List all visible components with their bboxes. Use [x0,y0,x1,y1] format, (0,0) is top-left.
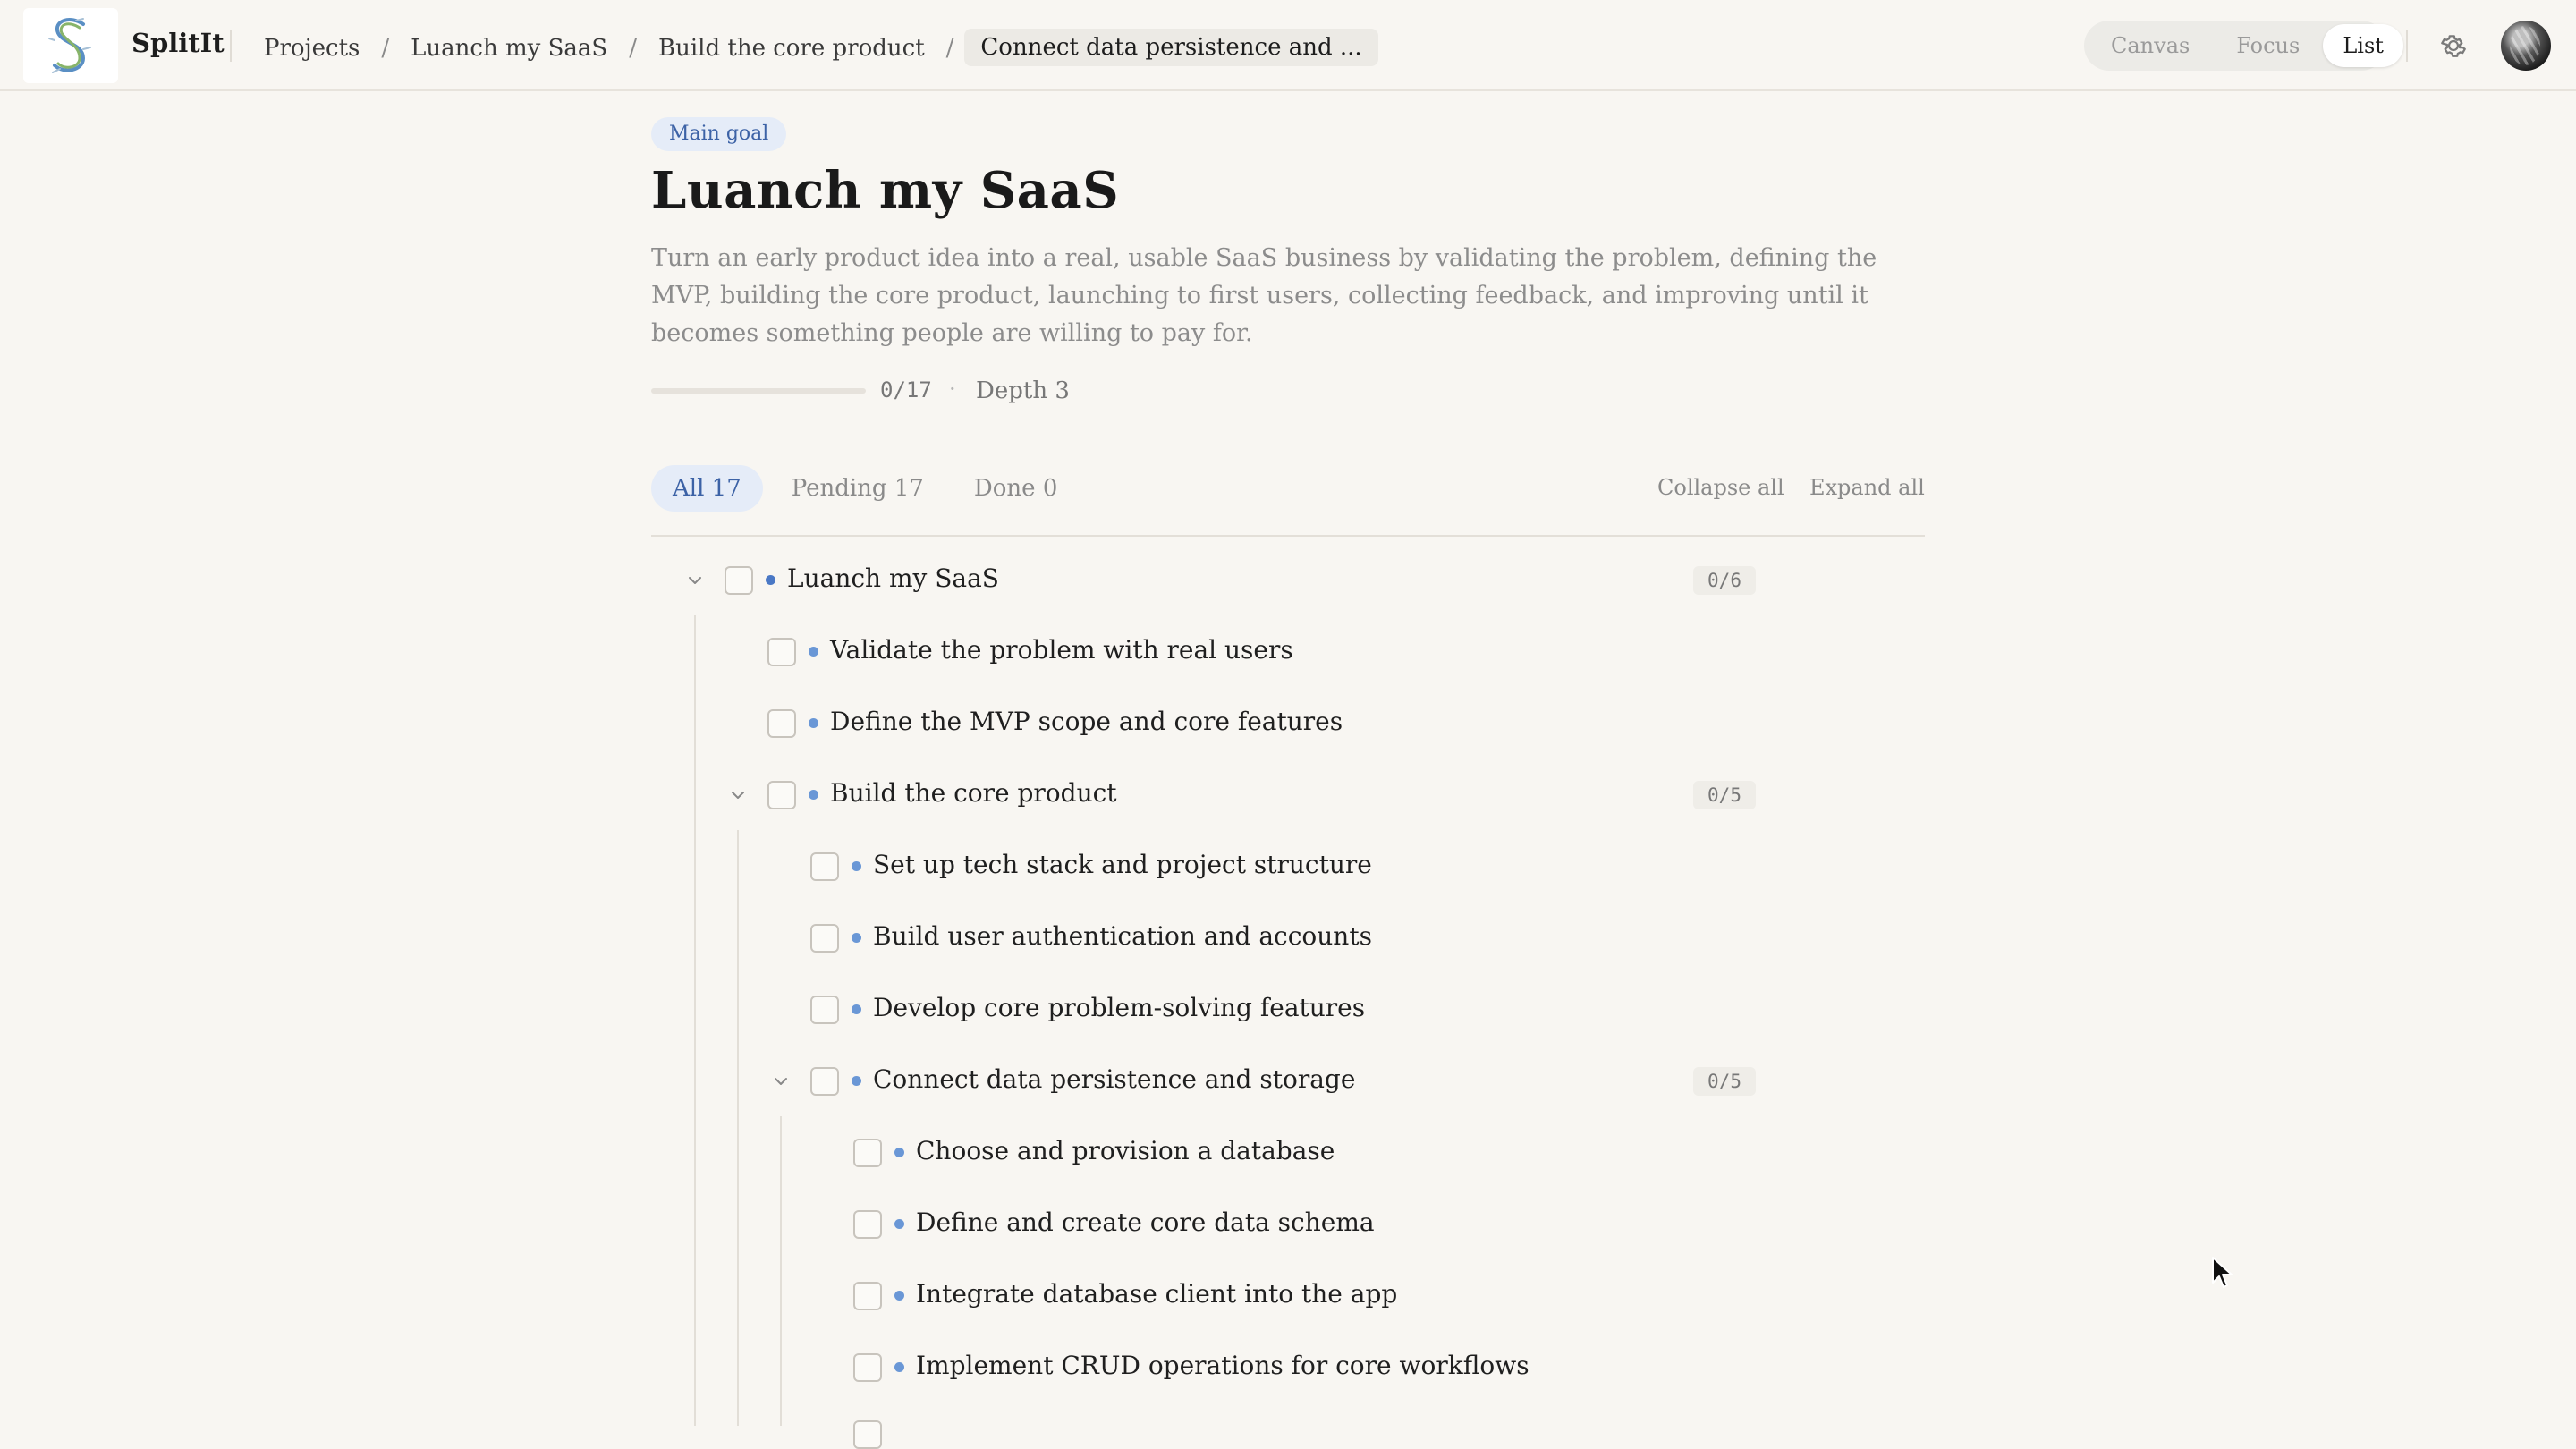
chevron-down-icon[interactable] [727,784,749,806]
breadcrumb-separator: / [629,35,637,62]
task-checkbox[interactable] [810,852,839,881]
filter-all-tab[interactable]: All 17 [651,465,763,512]
chevron-down-icon[interactable] [684,570,706,591]
bullet-dot-icon [894,1219,904,1229]
task-label[interactable]: Validate the problem with real users [830,635,1293,665]
view-switch [2084,21,2386,71]
main-goal-badge: Main goal [651,117,786,151]
collapse-all-button[interactable]: Collapse all [1657,475,1784,500]
breadcrumb-separator: / [945,35,954,62]
task-label[interactable]: Implement CRUD operations for core workflows [916,1351,1530,1380]
view-canvas-button[interactable]: Canvas [2111,33,2190,58]
bullet-dot-icon [894,1148,904,1157]
view-focus-button[interactable]: Focus [2236,33,2301,58]
app-logo[interactable] [23,8,118,83]
task-checkbox[interactable] [767,638,796,666]
progress-count: 0/17 [880,377,932,402]
brand-name[interactable]: SplitIt [131,28,225,58]
subtask-count-badge: 0/6 [1693,566,1756,595]
view-list-button[interactable]: List [2323,24,2403,67]
tree-guide-line [694,615,696,1426]
task-checkbox[interactable] [810,996,839,1024]
task-checkbox[interactable] [810,1067,839,1096]
breadcrumb-separator: / [381,35,390,62]
progress-bar [651,388,866,394]
task-label[interactable]: Define and create core data schema [916,1208,1375,1237]
filter-pending-tab[interactable]: Pending 17 [791,475,924,502]
task-checkbox[interactable] [853,1210,882,1239]
mouse-pointer-icon [2211,1256,2234,1290]
bullet-dot-icon [894,1362,904,1372]
task-label[interactable]: Choose and provision a database [916,1136,1335,1165]
task-checkbox[interactable] [810,924,839,953]
task-label[interactable]: Develop core problem-solving features [873,993,1366,1022]
task-checkbox[interactable] [853,1282,882,1310]
gear-icon[interactable] [2438,30,2469,61]
bullet-dot-icon [852,933,861,943]
divider [2406,30,2408,62]
subtask-count-badge: 0/5 [1693,1067,1756,1096]
breadcrumb-goal[interactable]: Luanch my SaaS [411,35,608,62]
breadcrumb [264,30,1378,67]
task-checkbox[interactable] [767,709,796,738]
bullet-dot-icon [894,1291,904,1301]
breadcrumb-projects[interactable]: Projects [264,35,360,62]
subtask-count-badge: 0/5 [1693,781,1756,809]
bullet-dot-icon [852,861,861,871]
task-checkbox[interactable] [853,1353,882,1382]
task-label[interactable]: Connect data persistence and storage [873,1064,1356,1094]
filter-tabs [651,465,1086,512]
depth-label: Depth 3 [976,377,1070,404]
page-title: Luanch my SaaS [651,161,1120,220]
task-checkbox[interactable] [724,566,753,595]
task-label[interactable]: Integrate database client into the app [916,1279,1398,1309]
bullet-dot-icon [809,647,818,657]
bullet-dot-icon [766,575,775,585]
filter-done-tab[interactable]: Done 0 [973,475,1058,502]
task-label[interactable]: Build the core product [830,778,1117,808]
task-label[interactable]: Define the MVP scope and core features [830,707,1343,736]
tree-guide-line [780,1116,782,1426]
bullet-dot-icon [809,718,818,728]
bullet-dot-icon [809,790,818,800]
top-bar [0,0,2576,91]
avatar[interactable] [2501,21,2551,71]
breadcrumb-build-core[interactable]: Build the core product [657,35,925,62]
task-label[interactable]: Build user authentication and accounts [873,921,1372,951]
separator-dot: · [949,377,956,402]
bullet-dot-icon [852,1076,861,1086]
divider [651,535,1925,537]
task-label[interactable]: Set up tech stack and project structure [873,850,1372,879]
chevron-down-icon[interactable] [770,1071,792,1092]
expand-all-button[interactable]: Expand all [1809,475,1925,500]
splitit-logo-icon [44,13,97,78]
bullet-dot-icon [852,1004,861,1014]
task-checkbox[interactable] [767,781,796,809]
goal-description: Turn an early product idea into a real, usable SaaS business by validating the problem, defining the MVP, building the core product, launching to first users, collecting feedback, and improving until it becomes something people are willing to pay for. [651,244,1877,347]
task-checkbox[interactable] [853,1139,882,1167]
task-checkbox[interactable] [853,1420,882,1449]
task-label[interactable]: Luanch my SaaS [787,564,999,593]
breadcrumb-current[interactable]: Connect data persistence and ... [964,29,1377,66]
divider [230,30,232,62]
tree-guide-line [737,830,739,1426]
